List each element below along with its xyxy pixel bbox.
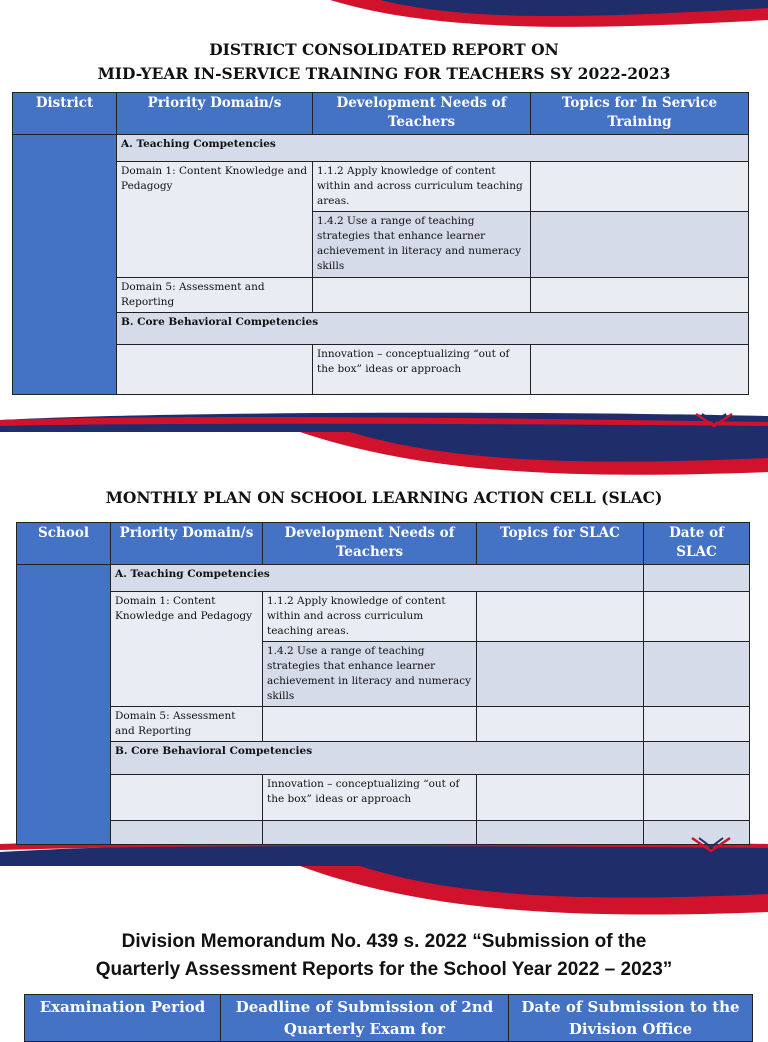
memo-title-line2: Quarterly Assessment Reports for the School Year 2022 – 2023” — [95, 959, 673, 980]
slide-division-memo — [0, 866, 768, 1038]
school-cell — [17, 565, 111, 845]
deped-logo-icon — [686, 836, 736, 854]
memo-title — [0, 928, 768, 984]
col-header-priority-domain: Priority Domain/s — [111, 523, 263, 565]
date-cell — [644, 707, 750, 742]
need-112-cell: 1.1.2 Apply knowledge of content within and across curriculum teaching areas. — [313, 162, 531, 212]
report-title — [0, 38, 768, 86]
section-teaching-competencies: A. Teaching Competencies — [117, 135, 749, 162]
need-142-cell: 1.4.2 Use a range of teaching strategies that enhance learner achievement in literacy and numeracy skills — [313, 212, 531, 278]
deped-logo-icon — [690, 412, 738, 428]
domain1-cell: Domain 1: Content Knowledge and Pedagogy — [117, 162, 313, 278]
date-cell — [644, 742, 750, 775]
slide-district-report — [0, 0, 768, 432]
date-cell — [644, 775, 750, 821]
memo-title-line1: Division Memorandum No. 439 s. 2022 “Submission of the — [121, 931, 647, 952]
need-cell — [313, 278, 531, 313]
topic-cell — [531, 278, 749, 313]
section-core-behavioral: B. Core Behavioral Competencies — [111, 742, 644, 775]
domain-cell — [117, 345, 313, 395]
topic-cell — [477, 707, 644, 742]
date-cell — [644, 642, 750, 707]
date-cell — [644, 592, 750, 642]
domain5-cell: Domain 5: Assessment and Reporting — [111, 707, 263, 742]
report-title-line2: MID-YEAR IN-SERVICE TRAINING FOR TEACHERS SY 2022-2023 — [97, 64, 671, 83]
need-112-cell: 1.1.2 Apply knowledge of content within and across curriculum teaching areas. — [263, 592, 477, 642]
need-142-cell: 1.4.2 Use a range of teaching strategies that enhance learner achievement in literacy and numeracy skills — [263, 642, 477, 707]
col-header-district: District — [13, 93, 117, 135]
topic-cell — [477, 821, 644, 845]
col-header-development-needs: Development Needs of Teachers — [313, 93, 531, 135]
col-header-examination-period: Examination Period — [25, 995, 221, 1042]
need-cell — [263, 707, 477, 742]
topic-cell — [477, 775, 644, 821]
col-header-school: School — [17, 523, 111, 565]
col-header-topics-slac: Topics for SLAC — [477, 523, 644, 565]
topic-cell — [531, 212, 749, 278]
slac-title: MONTHLY PLAN ON SCHOOL LEARNING ACTION CELL (SLAC) — [105, 488, 663, 507]
col-header-date-slac: Date of SLAC — [644, 523, 750, 565]
date-cell — [644, 565, 750, 592]
district-cell — [13, 135, 117, 395]
innovation-cell: Innovation – conceptualizing “out of the box” ideas or approach — [313, 345, 531, 395]
topic-cell — [477, 642, 644, 707]
memo-table — [24, 994, 753, 1042]
report-title-line1: DISTRICT CONSOLIDATED REPORT ON — [209, 40, 559, 59]
domain-cell — [111, 775, 263, 821]
section-core-behavioral: B. Core Behavioral Competencies — [117, 313, 749, 345]
domain1-cell: Domain 1: Content Knowledge and Pedagogy — [111, 592, 263, 707]
domain5-cell: Domain 5: Assessment and Reporting — [117, 278, 313, 313]
col-header-development-needs: Development Needs of Teachers — [263, 523, 477, 565]
slide-slac-plan — [0, 432, 768, 866]
col-header-date-submission: Date of Submission to the Division Office — [509, 995, 753, 1042]
domain-cell — [111, 821, 263, 845]
col-header-topics: Topics for In Service Training — [531, 93, 749, 135]
topic-cell — [531, 162, 749, 212]
col-header-deadline: Deadline of Submission of 2nd Quarterly Exam for — [221, 995, 509, 1042]
topic-cell — [531, 345, 749, 395]
col-header-priority-domain: Priority Domain/s — [117, 93, 313, 135]
section-teaching-competencies: A. Teaching Competencies — [111, 565, 644, 592]
topic-cell — [477, 592, 644, 642]
innovation-cell: Innovation – conceptualizing “out of the box” ideas or approach — [263, 775, 477, 821]
inset-table — [12, 92, 749, 395]
need-cell — [263, 821, 477, 845]
slac-table — [16, 522, 750, 845]
